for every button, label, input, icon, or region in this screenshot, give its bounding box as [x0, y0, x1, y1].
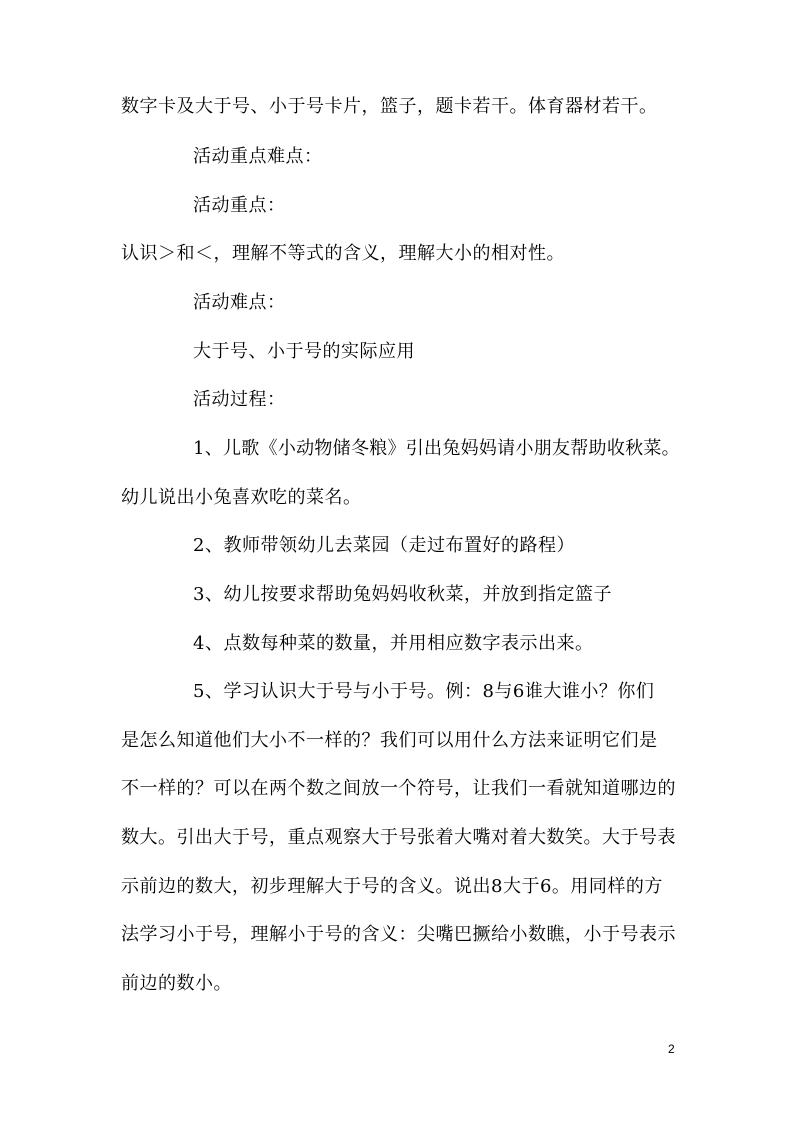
text-line-step-5-cont-4: 示前边的数大，初步理解大于号的含义。说出8大于6。用同样的方 — [121, 876, 663, 897]
text-line-step-2: 2、教师带领幼儿去菜园（走过布置好的路程） — [193, 535, 575, 556]
heading-difficult-points: 活动难点： — [193, 292, 286, 313]
heading-key-difficult-points: 活动重点难点： — [193, 146, 323, 167]
text-line-step-5-cont-3: 数大。引出大于号，重点观察大于号张着大嘴对着大数笑。大于号表 — [121, 827, 676, 848]
text-line-step-5: 5、学习认识大于号与小于号。例：8与6谁大谁小？你们 — [193, 681, 655, 702]
text-line-step-5-cont-1: 是怎么知道他们大小不一样的？我们可以用什么方法来证明它们是 — [121, 730, 658, 751]
text-line-materials: 数字卡及大于号、小于号卡片，篮子，题卡若干。体育器材若干。 — [121, 96, 658, 117]
text-line-step-3: 3、幼儿按要求帮助兔妈妈收秋菜，并放到指定篮子 — [193, 584, 612, 605]
text-line-key-points: 认识＞和＜，理解不等式的含义，理解大小的相对性。 — [121, 243, 565, 264]
heading-activity-process: 活动过程： — [193, 389, 286, 410]
text-line-step-5-cont-2: 不一样的？可以在两个数之间放一个符号，让我们一看就知道哪边的 — [121, 778, 676, 799]
heading-key-points: 活动重点： — [193, 195, 286, 216]
text-line-step-4: 4、点数每种菜的数量，并用相应数字表示出来。 — [193, 633, 594, 654]
text-line-step-1: 1、儿歌《小动物储冬粮》引出兔妈妈请小朋友帮助收秋菜。 — [193, 438, 680, 459]
text-line-step-1-cont: 幼儿说出小兔喜欢吃的菜名。 — [121, 487, 362, 508]
text-line-step-5-cont-6: 前边的数小。 — [121, 973, 232, 994]
text-line-difficult-points: 大于号、小于号的实际应用 — [193, 341, 415, 362]
page-number: 2 — [668, 1042, 675, 1056]
text-line-step-5-cont-5: 法学习小于号，理解小于号的含义：尖嘴巴撅给小数瞧，小于号表示 — [121, 924, 676, 945]
